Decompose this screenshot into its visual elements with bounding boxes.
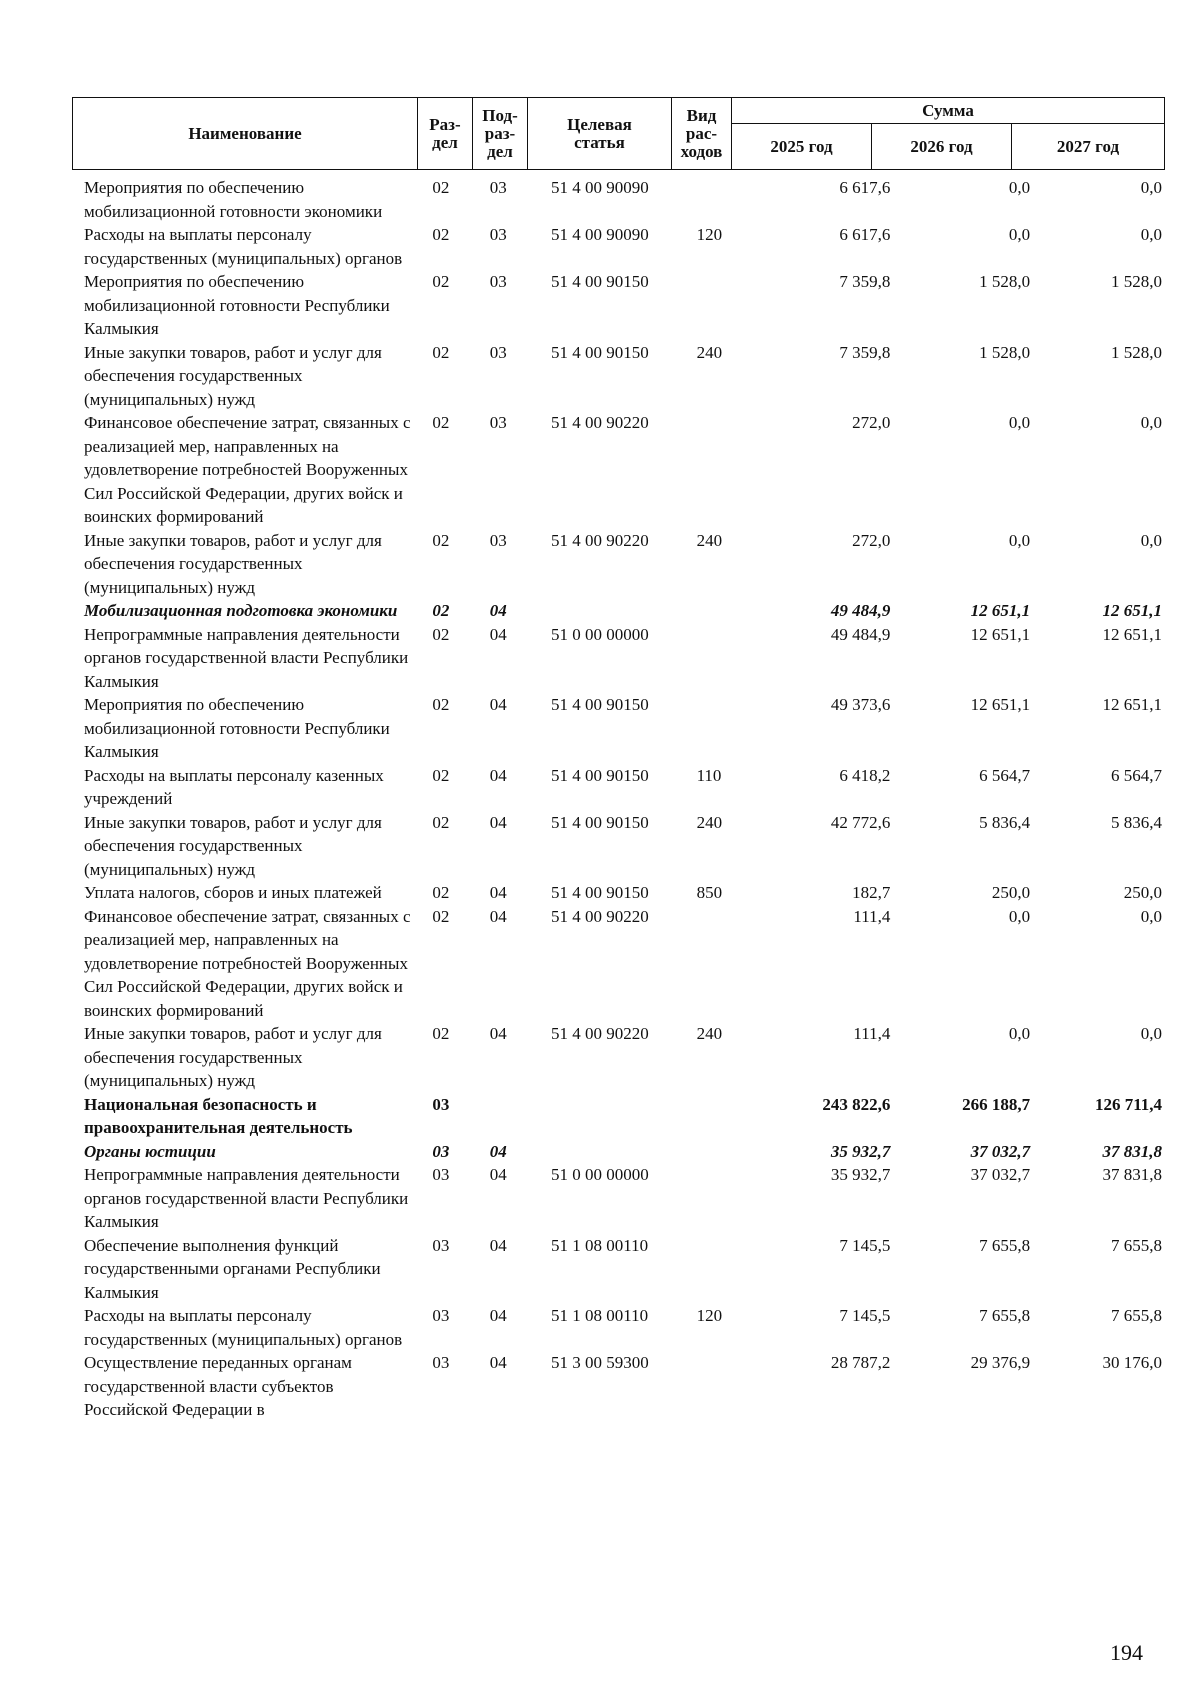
cell-razdel: 03	[432, 1165, 450, 1184]
col-header-name: Наименование	[73, 98, 418, 170]
cell-celevaya: 51 4 00 90090	[551, 225, 649, 244]
cell-2026: 0,0	[1008, 1024, 1031, 1043]
cell-2026: 0,0	[1008, 178, 1031, 197]
cell-podrazdel: 03	[489, 342, 507, 362]
table-row	[72, 599, 1164, 623]
cell-celevaya: 51 4 00 90220	[551, 530, 649, 550]
cell-2027: 0,0	[1140, 413, 1163, 432]
cell-2027: 1 528,0	[1111, 272, 1163, 291]
cell-razdel: 02	[432, 601, 450, 620]
cell-2025: 35 932,7	[830, 1165, 891, 1184]
cell-vid: 240	[696, 342, 723, 362]
table-row	[72, 1163, 1164, 1234]
cell-celevaya: 51 1 08 00110	[551, 1306, 649, 1325]
page-number: 194	[1110, 1640, 1143, 1665]
table-row	[72, 223, 1164, 270]
table-row	[72, 905, 1164, 1023]
cell-razdel: 03	[432, 1235, 450, 1255]
cell-2027: 7 655,8	[1111, 1306, 1163, 1325]
cell-razdel: 02	[432, 225, 450, 244]
cell-razdel: 02	[432, 178, 450, 197]
cell-razdel: 02	[432, 530, 450, 550]
cell-name: Расходы на выплаты персоналу государственных (муниципальных) органов	[84, 1306, 403, 1349]
cell-podrazdel: 04	[489, 1235, 507, 1255]
cell-2026: 37 032,7	[970, 1165, 1031, 1184]
table-row	[72, 623, 1164, 694]
cell-razdel: 03	[432, 1353, 450, 1372]
table-row	[72, 811, 1164, 882]
cell-razdel: 02	[432, 413, 450, 432]
col-header-vid: Вид рас- ходов	[672, 98, 732, 170]
cell-2027: 6 564,7	[1111, 765, 1163, 785]
table-row	[72, 176, 1164, 223]
table-row	[72, 693, 1164, 764]
cell-2027: 126 711,4	[1094, 1094, 1163, 1114]
table-row	[72, 411, 1164, 529]
cell-2026: 12 651,1	[970, 601, 1031, 620]
cell-name: Уплата налогов, сборов и иных платежей	[84, 883, 382, 902]
cell-2027: 1 528,0	[1111, 342, 1163, 362]
cell-name: Органы юстиции	[84, 1141, 216, 1161]
cell-2027: 0,0	[1140, 906, 1163, 926]
cell-name: Расходы на выплаты персоналу государственных (муниципальных) органов	[84, 225, 403, 268]
cell-2025: 42 772,6	[830, 812, 891, 832]
cell-celevaya: 51 0 00 00000	[551, 624, 649, 644]
cell-vid: 240	[696, 530, 723, 550]
cell-podrazdel: 04	[489, 765, 507, 785]
cell-2026: 1 528,0	[979, 272, 1031, 291]
cell-celevaya: 51 4 00 90150	[551, 695, 649, 714]
cell-2025: 28 787,2	[830, 1353, 891, 1372]
table-body	[72, 176, 1164, 1422]
cell-2026: 1 528,0	[979, 342, 1031, 362]
cell-2027: 0,0	[1140, 1024, 1163, 1043]
cell-podrazdel: 04	[489, 906, 507, 926]
cell-vid: 240	[696, 1024, 723, 1043]
cell-podrazdel: 04	[489, 601, 507, 620]
cell-name: Национальная безопасность и правоохранительная деятельность	[84, 1094, 353, 1137]
table-row	[72, 1351, 1164, 1422]
table-row	[72, 881, 1164, 905]
table-row	[72, 1140, 1164, 1164]
cell-2027: 12 651,1	[1102, 601, 1163, 620]
cell-podrazdel: 03	[489, 178, 507, 197]
col-header-2026: 2026 год	[872, 124, 1012, 170]
cell-2027: 0,0	[1140, 530, 1163, 550]
cell-2026: 37 032,7	[970, 1141, 1031, 1161]
cell-razdel: 02	[432, 272, 450, 291]
cell-podrazdel: 04	[489, 695, 507, 714]
col-header-summa: Сумма	[732, 98, 1165, 124]
cell-name: Иные закупки товаров, работ и услуг для обеспечения государственных (муниципальных) нужд	[84, 342, 382, 409]
table-row	[72, 1093, 1164, 1140]
cell-podrazdel: 04	[489, 1306, 507, 1325]
cell-2026: 266 188,7	[962, 1094, 1031, 1114]
table-row	[72, 1304, 1164, 1351]
cell-podrazdel: 04	[489, 1141, 507, 1161]
cell-name: Иные закупки товаров, работ и услуг для обеспечения государственных (муниципальных) нужд	[84, 812, 382, 879]
table-header	[72, 97, 1165, 170]
cell-name: Непрограммные направления деятельности органов государственной власти Республики Калмыкия	[84, 1165, 409, 1231]
table-row	[72, 764, 1164, 811]
cell-2025: 7 145,5	[839, 1306, 891, 1325]
cell-2025: 111,4	[853, 906, 891, 926]
cell-2027: 12 651,1	[1102, 695, 1163, 714]
table-row	[72, 529, 1164, 600]
cell-razdel: 02	[432, 695, 450, 714]
cell-celevaya: 51 4 00 90150	[551, 883, 649, 902]
cell-2025: 272,0	[852, 530, 891, 550]
cell-2025: 243 822,6	[822, 1094, 891, 1114]
cell-podrazdel: 04	[489, 1353, 507, 1372]
cell-name: Иные закупки товаров, работ и услуг для обеспечения государственных (муниципальных) нужд	[84, 530, 382, 597]
cell-name: Финансовое обеспечение затрат, связанных с реализацией мер, направленных на удовлетворение потребностей Вооруженных Сил Российской Федерации, других войск и воинских формирований	[84, 906, 411, 1020]
cell-celevaya: 51 4 00 90220	[551, 413, 649, 432]
cell-podrazdel: 03	[489, 530, 507, 550]
cell-name: Непрограммные направления деятельности органов государственной власти Республики Калмыкия	[84, 624, 409, 691]
cell-celevaya: 51 1 08 00110	[551, 1235, 649, 1255]
cell-podrazdel: 04	[489, 812, 507, 832]
cell-podrazdel: 04	[489, 883, 507, 902]
cell-vid: 120	[696, 1306, 723, 1325]
cell-name: Мобилизационная подготовка экономики	[84, 601, 398, 620]
col-header-podrazdel: Под- раз- дел	[473, 98, 528, 170]
cell-2025: 49 484,9	[830, 624, 891, 644]
cell-podrazdel: 04	[489, 1165, 507, 1184]
cell-celevaya: 51 4 00 90150	[551, 812, 649, 832]
cell-razdel: 02	[432, 342, 450, 362]
cell-name: Расходы на выплаты персоналу казенных учреждений	[84, 765, 384, 808]
cell-2026: 12 651,1	[970, 695, 1031, 714]
cell-celevaya: 51 4 00 90220	[551, 906, 649, 926]
cell-razdel: 03	[432, 1306, 450, 1325]
cell-2025: 111,4	[853, 1024, 891, 1043]
col-header-razdel: Раз- дел	[418, 98, 473, 170]
cell-razdel: 02	[432, 1024, 450, 1043]
table-row	[72, 1234, 1164, 1305]
cell-razdel: 03	[432, 1141, 450, 1161]
table-row	[72, 341, 1164, 412]
cell-2026: 0,0	[1008, 225, 1031, 244]
cell-2025: 7 359,8	[839, 272, 891, 291]
cell-2027: 250,0	[1123, 883, 1163, 902]
table-row	[72, 270, 1164, 341]
cell-razdel: 02	[432, 624, 450, 644]
cell-2027: 30 176,0	[1102, 1353, 1163, 1372]
cell-celevaya: 51 3 00 59300	[551, 1353, 649, 1372]
cell-2025: 49 373,6	[830, 695, 891, 714]
cell-celevaya: 51 0 00 00000	[551, 1165, 649, 1184]
cell-2026: 29 376,9	[970, 1353, 1031, 1372]
cell-celevaya: 51 4 00 90150	[551, 765, 649, 785]
cell-2026: 0,0	[1008, 906, 1031, 926]
cell-razdel: 02	[432, 812, 450, 832]
cell-razdel: 02	[432, 906, 450, 926]
cell-name: Обеспечение выполнения функций государственными органами Республики Калмыкия	[84, 1235, 381, 1302]
col-header-2027: 2027 год	[1012, 124, 1165, 170]
cell-celevaya: 51 4 00 90220	[551, 1024, 649, 1043]
col-header-celevaya: Целевая статья	[528, 98, 672, 170]
cell-podrazdel: 04	[489, 1024, 507, 1043]
cell-vid: 120	[696, 225, 723, 244]
cell-name: Мероприятия по обеспечению мобилизационной готовности Республики Калмыкия	[84, 272, 390, 338]
cell-2025: 49 484,9	[830, 601, 891, 620]
cell-2026: 6 564,7	[979, 765, 1031, 785]
cell-2026: 5 836,4	[979, 812, 1031, 832]
cell-2025: 272,0	[852, 413, 891, 432]
cell-2025: 6 418,2	[839, 765, 891, 785]
cell-name: Финансовое обеспечение затрат, связанных с реализацией мер, направленных на удовлетворение потребностей Вооруженных Сил Российской Федерации, других войск и воинских формирований	[84, 413, 411, 526]
cell-podrazdel: 03	[489, 272, 507, 291]
cell-celevaya: 51 4 00 90150	[551, 342, 649, 362]
cell-vid: 850	[696, 883, 723, 902]
cell-vid: 110	[696, 765, 722, 785]
cell-podrazdel: 03	[489, 225, 507, 244]
cell-podrazdel: 04	[489, 624, 507, 644]
cell-2025: 7 359,8	[839, 342, 891, 362]
cell-razdel: 02	[432, 765, 450, 785]
cell-2027: 0,0	[1140, 178, 1163, 197]
cell-celevaya: 51 4 00 90090	[551, 178, 649, 197]
cell-2027: 37 831,8	[1102, 1165, 1163, 1184]
cell-2027: 12 651,1	[1102, 624, 1163, 644]
cell-vid: 240	[696, 812, 723, 832]
cell-razdel: 03	[432, 1094, 450, 1114]
cell-razdel: 02	[432, 883, 450, 902]
table-row	[72, 1022, 1164, 1093]
cell-2025: 182,7	[852, 883, 891, 902]
cell-2026: 7 655,8	[979, 1306, 1031, 1325]
cell-2026: 0,0	[1008, 530, 1031, 550]
cell-2027: 37 831,8	[1102, 1141, 1163, 1161]
cell-2026: 12 651,1	[970, 624, 1031, 644]
cell-name: Мероприятия по обеспечению мобилизационной готовности Республики Калмыкия	[84, 695, 390, 761]
cell-name: Осуществление переданных органам государственной власти субъектов Российской Федерации в	[84, 1353, 352, 1419]
cell-2026: 250,0	[991, 883, 1031, 902]
cell-2026: 7 655,8	[979, 1235, 1031, 1255]
cell-podrazdel: 03	[489, 413, 507, 432]
cell-2027: 5 836,4	[1111, 812, 1163, 832]
cell-2025: 7 145,5	[839, 1235, 891, 1255]
cell-2025: 6 617,6	[839, 178, 891, 197]
cell-2026: 0,0	[1008, 413, 1031, 432]
cell-2027: 0,0	[1140, 225, 1163, 244]
cell-celevaya: 51 4 00 90150	[551, 272, 649, 291]
cell-name: Мероприятия по обеспечению мобилизационной готовности экономики	[84, 178, 383, 221]
cell-name: Иные закупки товаров, работ и услуг для обеспечения государственных (муниципальных) нужд	[84, 1024, 382, 1090]
col-header-2025: 2025 год	[732, 124, 872, 170]
cell-2027: 7 655,8	[1111, 1235, 1163, 1255]
cell-2025: 6 617,6	[839, 225, 891, 244]
cell-2025: 35 932,7	[830, 1141, 891, 1161]
